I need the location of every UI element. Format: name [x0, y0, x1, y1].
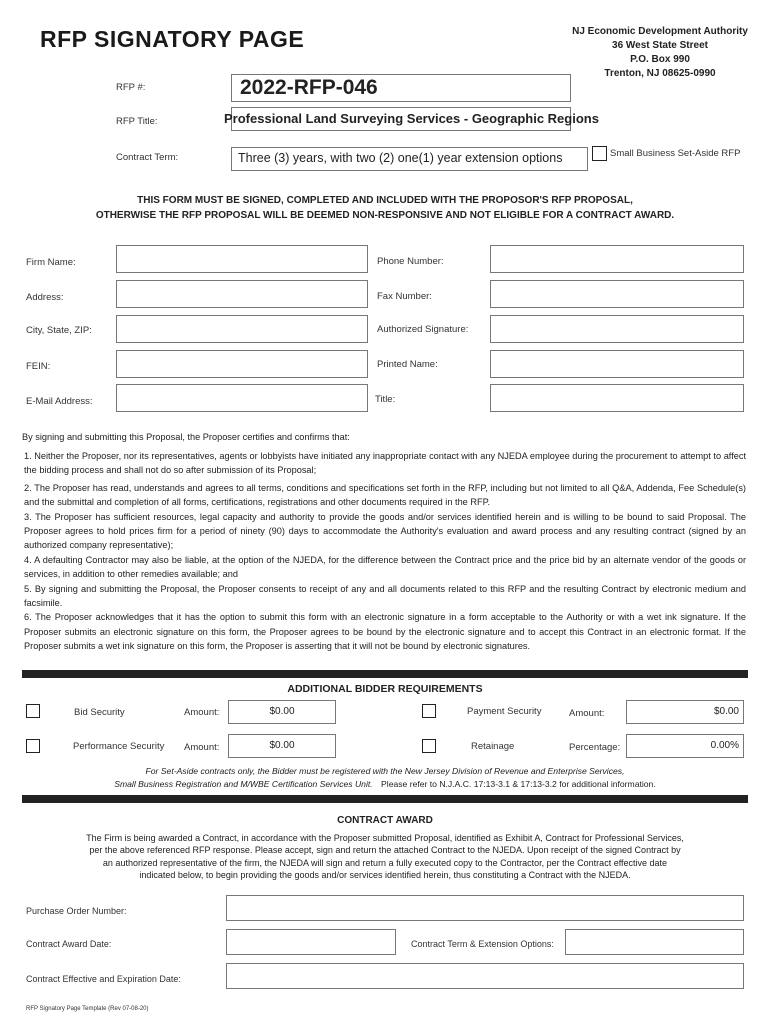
award-text-line: per the above referenced RFP response. Please accept, sign and return the attached Contract to the NJEDA. Upon receipt of the signed Contract by — [89, 845, 681, 856]
title-input[interactable] — [490, 384, 744, 412]
certification-item: 1. Neither the Proposer, nor its representatives, agents or lobbyists have initiated any inappropriate contact with any NJEDA employee during the procurement to attempt to affect the bidding process and shall not do so after submission of its Proposal; — [24, 451, 746, 476]
org-street: 36 West State Street — [612, 40, 708, 51]
phone-label: Phone Number: — [377, 256, 444, 267]
fein-input[interactable] — [116, 350, 368, 378]
set-aside-note-reference: Please refer to N.J.A.C. 17:13-3.1 & 17:13-3.2 for additional information. — [381, 779, 656, 789]
authorized-signature-label: Authorized Signature: — [377, 324, 469, 335]
small-business-label: Small Business Set-Aside RFP — [610, 148, 741, 159]
certification-intro: By signing and submitting this Proposal, the Proposer certifies and confirms that: — [22, 432, 350, 442]
bid-security-label: Bid Security — [74, 707, 125, 718]
performance-security-label: Performance Security — [73, 741, 165, 752]
set-aside-note-line-1: For Set-Aside contracts only, the Bidder must be registered with the New Jersey Division of Revenue and Enterprise Services, — [145, 766, 625, 776]
certification-list — [24, 449, 746, 654]
section-divider — [22, 795, 748, 803]
award-date-label: Contract Award Date: — [26, 939, 112, 949]
org-city: Trenton, NJ 08625-0990 — [604, 68, 716, 79]
email-input[interactable] — [116, 384, 368, 412]
firm-name-input[interactable] — [116, 245, 368, 273]
set-aside-note-line-2 — [0, 779, 770, 789]
rfp-title-label: RFP Title: — [116, 116, 158, 127]
fein-label: FEIN: — [26, 361, 51, 372]
payment-amount-label: Amount: — [569, 708, 605, 719]
award-text-line: The Firm is being awarded a Contract, in accordance with the Proposer submitted Proposal, identified as Exhibit A, Contract for Professional Services, — [86, 833, 684, 843]
payment-security-label: Payment Security — [467, 706, 542, 717]
firm-name-label: Firm Name: — [26, 257, 76, 268]
contract-award-text — [0, 832, 770, 881]
warning-line-1: THIS FORM MUST BE SIGNED, COMPLETED AND INCLUDED WITH THE PROPOSOR'S RFP PROPOSAL, — [137, 195, 633, 206]
contract-award-heading: CONTRACT AWARD — [337, 815, 433, 826]
rfp-number-field[interactable]: 2022-RFP-046 — [231, 74, 571, 102]
phone-input[interactable] — [490, 245, 744, 273]
title-label: Title: — [375, 394, 396, 405]
page-title: RFP SIGNATORY PAGE — [40, 26, 305, 52]
retainage-percentage-field[interactable]: 0.00% — [626, 734, 744, 758]
fax-input[interactable] — [490, 280, 744, 308]
organization-address — [560, 25, 760, 81]
fax-label: Fax Number: — [377, 291, 432, 302]
certification-item: 2. The Proposer has read, understands and agrees to all terms, conditions and specifications set forth in the RFP, including but not limited to all Q&A, Addenda, Fee Schedule(s) and the submittal and completion of all forms, certifications, registrations and other documents required in the RFP. — [24, 482, 746, 508]
address-input[interactable] — [116, 280, 368, 308]
bid-security-checkbox[interactable] — [26, 704, 40, 718]
payment-security-checkbox[interactable] — [422, 704, 436, 718]
contract-term-field[interactable]: Three (3) years, with two (2) one(1) year extension options — [231, 147, 588, 171]
rfp-title-value: Professional Land Surveying Services - Geographic Regions — [224, 111, 599, 126]
retainage-checkbox[interactable] — [422, 739, 436, 753]
contract-term-label: Contract Term: — [116, 152, 179, 163]
org-name: NJ Economic Development Authority — [572, 26, 748, 37]
term-extension-label: Contract Term & Extension Options: — [411, 939, 554, 949]
award-text-line: indicated below, to begin providing the goods and/or services identified herein, thus constituting a Contract with the NJEDA. — [139, 869, 631, 880]
bid-amount-label: Amount: — [184, 707, 220, 718]
org-pobox: P.O. Box 990 — [630, 54, 690, 65]
city-state-zip-input[interactable] — [116, 315, 368, 343]
certification-item: 3. The Proposer has sufficient resources, legal capacity and authority to provide the goods and/or services identified herein and is willing to be bound to said Proposal. The Proposer agrees to hold prices firm for a period of ninety (90) days to accommodate the Authority's evaluation and award process and any resulting contract (signed by an authorized company representative); — [24, 511, 746, 551]
city-state-zip-label: City, State, ZIP: — [26, 325, 92, 336]
term-extension-input[interactable] — [565, 929, 744, 955]
authorized-signature-input[interactable] — [490, 315, 744, 343]
certification-item: 4. A defaulting Contractor may also be liable, at the option of the NJEDA, for the difference between the Contract price and the price bid by an alternate vendor of the goods or services, in addition to other remedies available; and — [24, 554, 746, 580]
effective-dates-label: Contract Effective and Expiration Date: — [26, 974, 181, 984]
printed-name-input[interactable] — [490, 350, 744, 378]
small-business-checkbox[interactable] — [592, 146, 607, 161]
po-number-label: Purchase Order Number: — [26, 906, 127, 916]
payment-amount-field[interactable]: $0.00 — [626, 700, 744, 724]
rfp-number-label: RFP #: — [116, 82, 146, 93]
performance-amount-field[interactable]: $0.00 — [228, 734, 336, 758]
performance-amount-label: Amount: — [184, 742, 220, 753]
retainage-label: Retainage — [471, 741, 515, 752]
email-label: E-Mail Address: — [26, 396, 93, 407]
set-aside-note-unit: Small Business Registration and M/WBE Certification Services Unit. — [114, 779, 373, 789]
section-divider — [22, 670, 748, 678]
certification-item: 6. The Proposer acknowledges that it has the option to submit this form with an electronic signature in a form acceptable to the Authority or with a wet ink signature. If the Proposer submits an electronic signature on this form, the Proposer agrees to be bound by the electronic signature and to accept this Contract in an electronic format. If the Proposer submits a wet ink signature on this form, the Proposer is asserting that it will not be bound by electronic signatures. — [24, 612, 746, 652]
award-text-line: an authorized representative of the firm, the NJEDA will sign and return a fully executed copy to the Contractor, per the Contract effective date — [102, 857, 668, 868]
award-date-input[interactable] — [226, 929, 396, 955]
printed-name-label: Printed Name: — [377, 359, 438, 370]
warning-line-2: OTHERWISE THE RFP PROPOSAL WILL BE DEEMED NON-RESPONSIVE AND NOT ELIGIBLE FOR A CONTRACT AWARD. — [95, 210, 675, 221]
bid-amount-field[interactable]: $0.00 — [228, 700, 336, 724]
certification-item: 5. By signing and submitting the Proposal, the Proposer consents to receipt of any and all documents related to this RFP and the resulting Contract by electronic medium and facsimile. — [24, 583, 746, 609]
effective-dates-input[interactable] — [226, 963, 744, 989]
performance-security-checkbox[interactable] — [26, 739, 40, 753]
percentage-label: Percentage: — [569, 742, 621, 753]
po-number-input[interactable] — [226, 895, 744, 921]
footer-template-label: RFP Signatory Page Template (Rev 07-08-20) — [26, 1006, 149, 1012]
additional-requirements-heading: ADDITIONAL BIDDER REQUIREMENTS — [287, 683, 483, 695]
address-label: Address: — [26, 292, 64, 303]
